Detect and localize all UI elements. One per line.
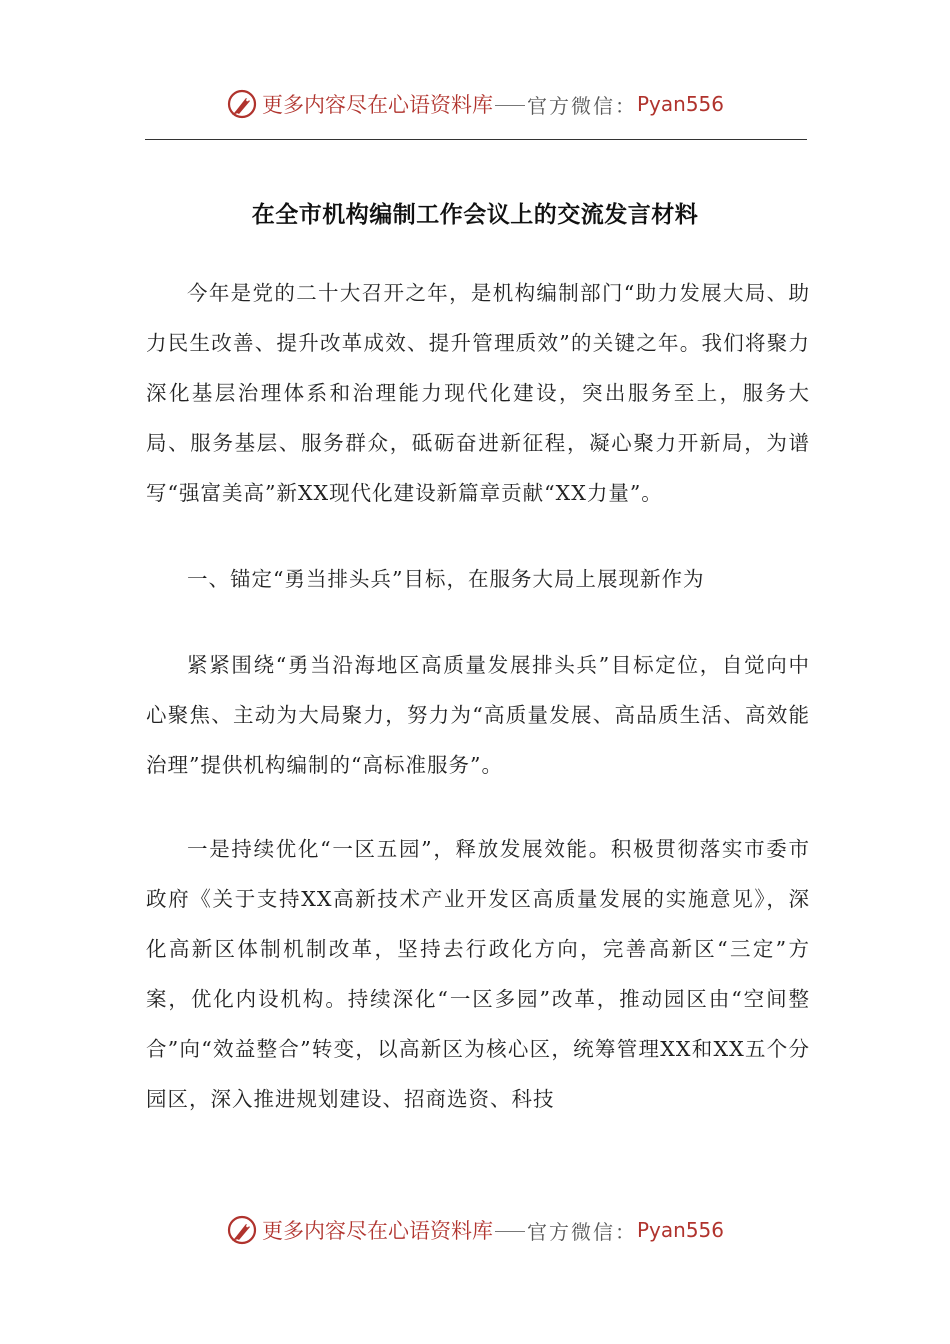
document-title: 在全市机构编制工作会议上的交流发言材料 bbox=[251, 202, 699, 228]
body-paragraph-item-1: 一是持续优化“一区五园”，释放发展效能。积极贯彻落实市委市政府《关于支持XX高新技术产业开发区高质量发展的实施意见》，深化高新区体制机制改革，坚持去行政化方向，完善高新区“三定”方案，优化内设机构。持续深化“一区多园”改革，推动园区由“空间整合”向“效益整合”转变，以高新区为核心区，统筹管理XX和XX五个分园区，深入推进规划建设、招商选资、科技 bbox=[146, 837, 810, 1111]
footer-contact-label: 官方微信： bbox=[526, 1219, 637, 1244]
section-heading-1: 一、锚定“勇当排头兵”目标，在服务大局上展现新作为 bbox=[187, 567, 705, 591]
body-paragraph-section-1: 紧紧围绕“勇当沿海地区高质量发展排头兵”目标定位，自觉向中心聚焦、主动为大局聚力，努力为“高质量发展、高品质生活、高效能治理”提供机构编制的“高标准服务”。 bbox=[146, 653, 810, 777]
header-banner bbox=[0, 84, 950, 124]
body-paragraph-intro: 今年是党的二十大召开之年，是机构编制部门“助力发展大局、助力民生改善、提升改革成效、提升管理质效”的关键之年。我们将聚力深化基层治理体系和治理能力现代化建设，突出服务至上，服务大局、服务基层、服务群众，砥砺奋进新征程，凝心聚力开新局，为谱写“强富美高”新XX现代化建设新篇章贡献“XX力量”。 bbox=[146, 281, 810, 505]
header-contact-label: 官方微信： bbox=[526, 93, 637, 118]
footer-dash bbox=[495, 1231, 525, 1232]
footer-promo-text: 更多内容尽在心语资料库 bbox=[261, 1219, 493, 1243]
header-divider bbox=[145, 139, 807, 140]
header-contact-id: Pyan556 bbox=[636, 92, 724, 116]
pen-nib-logo-icon bbox=[226, 88, 258, 120]
footer-banner bbox=[0, 1210, 950, 1250]
header-dash bbox=[495, 105, 525, 106]
header-promo-text: 更多内容尽在心语资料库 bbox=[261, 93, 493, 117]
footer-contact-id: Pyan556 bbox=[636, 1218, 724, 1242]
pen-nib-logo-icon bbox=[226, 1214, 258, 1246]
